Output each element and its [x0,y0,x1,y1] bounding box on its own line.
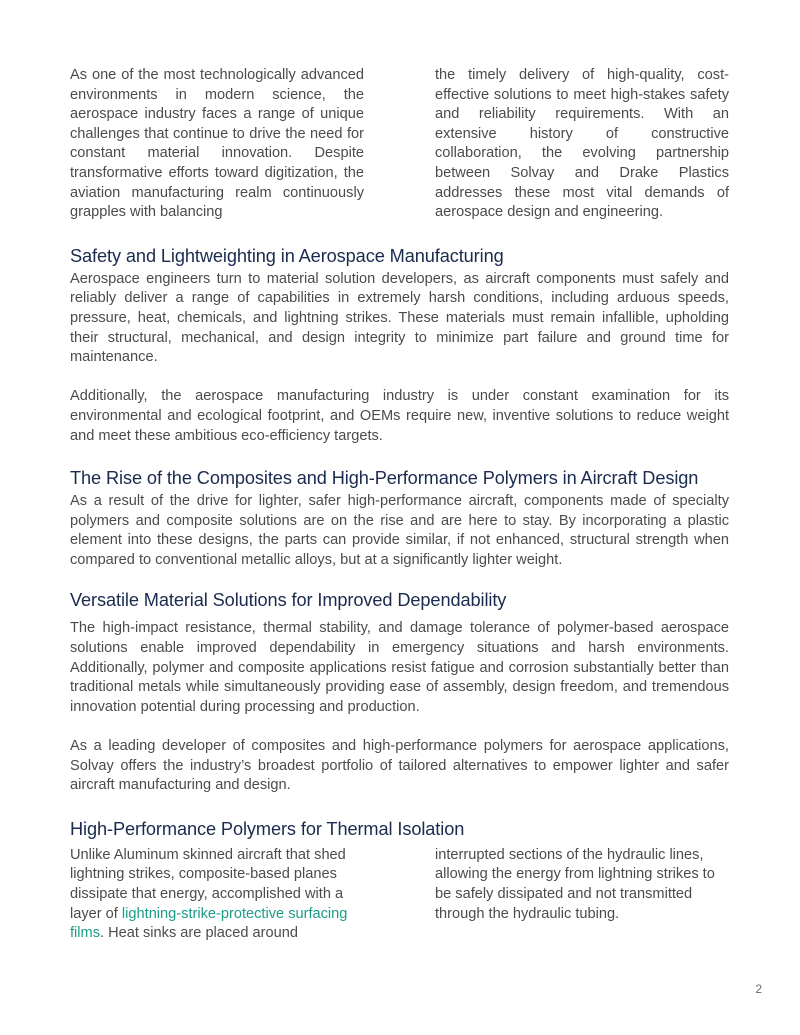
thermal-right-column [435,846,729,944]
paragraph-safety-1: Aerospace engineers turn to material solution developers, as aircraft components must safely and reliably deliver a range of capabilities in extremely harsh conditions, including arduous speeds, pressure, heat, chemicals, and lightning strikes. These materials must remain infallible, upholding their structural, mechanical, and design integrity to minimize part failure and ground time for maintenance. [70,270,729,366]
thermal-left-text-start: Unlike Aluminum skinned aircraft that shed lightning strikes, composite-based planes dissipate that energy, accomplished with a layer of [70,846,346,922]
thermal-left-text [70,846,364,944]
paragraph-dependability-2: As a leading developer of composites and high-performance polymers for aerospace applications, Solvay offers the industry’s broadest portfolio of tailored alternatives to empower lighter and safer aircraft manufacturing and design. [70,738,729,794]
page-number: 2 [755,982,762,996]
thermal-left-column [70,846,364,944]
thermal-left-text-end: . Heat sinks are placed around [100,925,298,942]
section-heading-thermal: High-Performance Polymers for Thermal Isolation [70,818,465,839]
section-heading-composites: The Rise of the Composites and High-Performance Polymers in Aircraft Design [70,468,699,489]
intro-left-column [70,66,364,223]
lightning-strike-films-link[interactable]: lightning-strike-protective surfacing films [70,905,348,942]
section-heading-safety: Safety and Lightweighting in Aerospace Manufacturing [70,245,504,266]
thermal-right-text: interrupted sections of the hydraulic lines, allowing the energy from lightning strikes to be safely dissipated and not transmitted through the hydraulic tubing. [435,846,715,922]
intro-right-text: the timely delivery of high-quality, cost-effective solutions to meet high-stakes safety and reliability requirements. With an extensive history of constructive collaboration, the evolving partnership between Solvay and Drake Plastics addresses these most vital demands of aerospace design and engineering. [435,67,729,221]
paragraph-composites-1: As a result of the drive for lighter, safer high-performance aircraft, components made of specialty polymers and composite solutions are on the rise and are here to stay. By incorporating a plastic element into these designs, the parts can provide similar, if not enhanced, structural strength when compared to conventional metallic alloys, but at a significantly lighter weight. [70,493,729,568]
paragraph-safety-2: Additionally, the aerospace manufacturing industry is under constant examination for its environmental and ecological footprint, and OEMs require new, inventive solutions to reduce weight and meet these ambitious eco-efficiency targets. [70,388,729,444]
thermal-columns [70,846,729,944]
intro-right-column [435,66,729,223]
section-heading-dependability: Versatile Material Solutions for Improved Dependability [70,590,507,611]
paragraph-dependability-1: The high-impact resistance, thermal stability, and damage tolerance of polymer-based aerospace solutions enable improved dependability in emergency situations and harsh environments. Additionally, polymer and composite applications resist fatigue and corrosion substantially better than traditional metals while simultaneously providing ease of assembly, design freedom, and tremendous innovation potential during processing and production. [70,620,729,715]
intro-columns [70,66,729,223]
intro-left-text: As one of the most technologically advanced environments in modern science, the aerospace industry faces a range of unique challenges that continue to drive the need for constant material innovation. Despite transformative efforts toward digitization, the aviation manufacturing realm continuously grapples with balancing [70,67,364,221]
document-page [70,66,729,944]
